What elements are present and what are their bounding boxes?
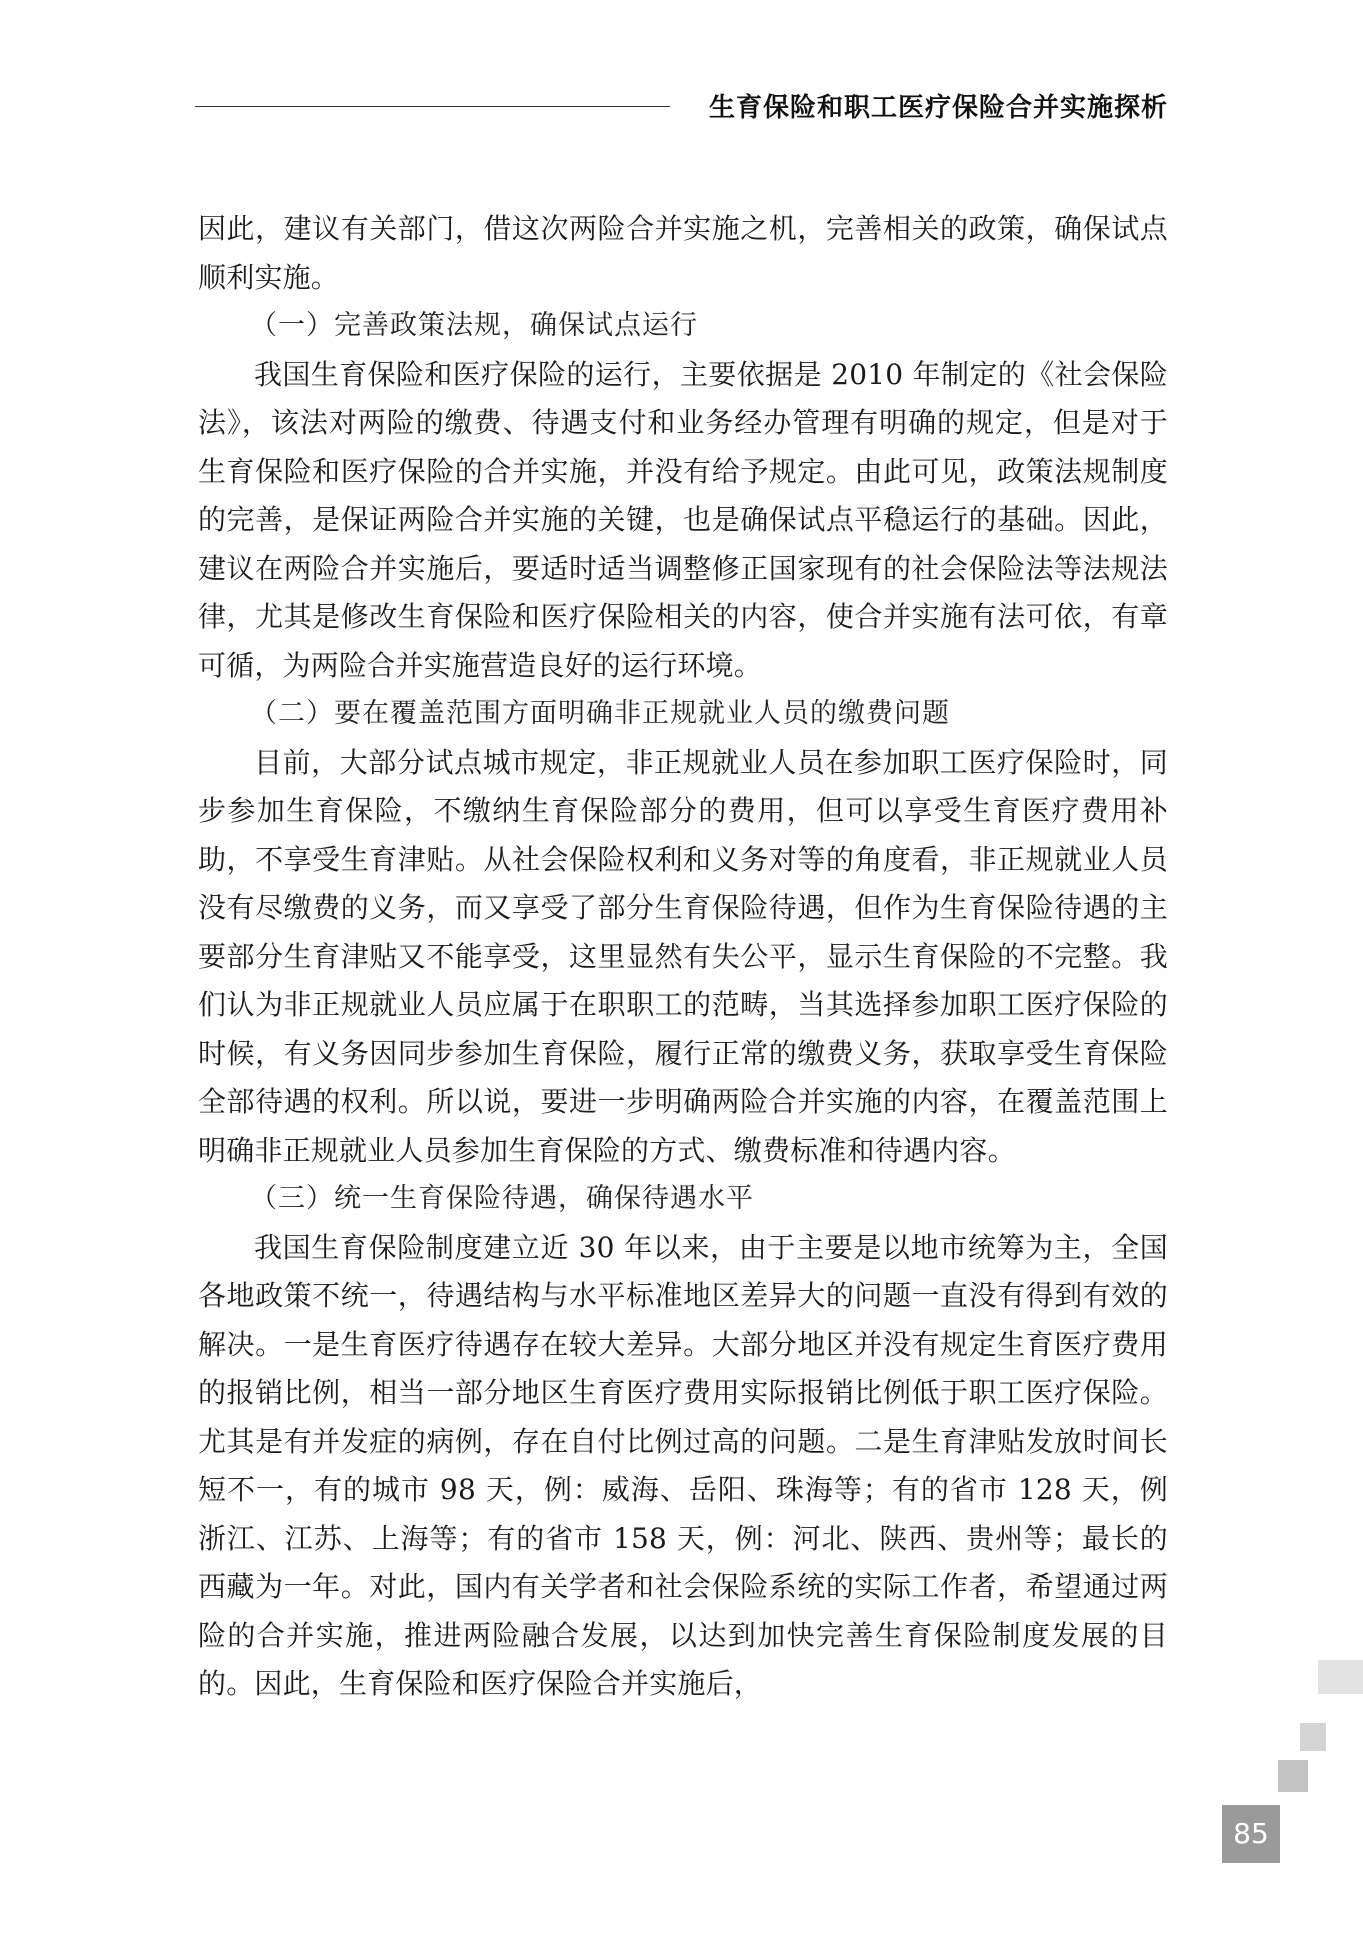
page-number: 85 <box>1222 1805 1280 1863</box>
running-title: 生育保险和职工医疗保险合并实施探析 <box>708 93 1168 123</box>
header-rule <box>195 106 670 107</box>
paragraph-1: 我国生育保险和医疗保险的运行，主要依据是 2010 年制定的《社会保险法》，该法对两险的缴费、待遇支付和业务经办管理有明确的规定，但是对于生育保险和医疗保险的合并实施，并没有给予规定。由此可见，政策法规制度的完善，是保证两险合并实施的关键，也是确保试点平稳运行的基础。因此，建议在两险合并实施后，要适时适当调整修正国家现有的社会保险法等法规法律，尤其是修改生育保险和医疗保险相关的内容，使合并实施有法可依，有章可循，为两险合并实施营造良好的运行环境。 <box>198 357 1168 682</box>
decorative-square <box>1300 1723 1326 1751</box>
section-heading-1: （一）完善政策法规，确保试点运行 <box>250 310 698 341</box>
paragraph-3: 我国生育保险制度建立近 30 年以来，由于主要是以地市统筹为主，全国各地政策不统一，待遇结构与水平标准地区差异大的问题一直没有得到有效的解决。一是生育医疗待遇存在较大差异。大部分地区并没有规定生育医疗费用的报销比例，相当一部分地区生育医疗费用实际报销比例低于职工医疗保险。尤其是有并发症的病例，存在自付比例过高的问题。二是生育津贴发放时间长短不一，有的城市 98 天，例：威海、岳阳、珠海等；有的省市 128 天，例浙江、江苏、上海等；有的省市 158 天，例：河北、陕西、贵州等；最长的西藏为一年。对此，国内有关学者和社会保险系统的实际工作者，希望通过两险的合并实施，推进两险融合发展，以达到加快完善生育保险制度发展的目的。因此，生育保险和医疗保险合并实施后， <box>198 1230 1168 1700</box>
paragraph-2: 目前，大部分试点城市规定，非正规就业人员在参加职工医疗保险时，同步参加生育保险，不缴纳生育保险部分的费用，但可以享受生育医疗费用补助，不享受生育津贴。从社会保险权利和义务对等的角度看，非正规就业人员没有尽缴费的义务，而又享受了部分生育保险待遇，但作为生育保险待遇的主要部分生育津贴又不能享受，这里显然有失公平，显示生育保险的不完整。我们认为非正规就业人员应属于在职职工的范畴，当其选择参加职工医疗保险的时候，有义务因同步参加生育保险，履行正常的缴费义务，获取享受生育保险全部待遇的权利。所以说，要进一步明确两险合并实施的内容，在覆盖范围上明确非正规就业人员参加生育保险的方式、缴费标准和待遇内容。 <box>198 745 1168 1167</box>
section-heading-3: （三）统一生育保险待遇，确保待遇水平 <box>250 1183 754 1214</box>
paragraph-intro: 因此，建议有关部门，借这次两险合并实施之机，完善相关的政策，确保试点顺利实施。 <box>198 212 1168 294</box>
section-heading-2: （二）要在覆盖范围方面明确非正规就业人员的缴费问题 <box>250 698 950 729</box>
article-body <box>198 205 1168 1709</box>
decorative-square <box>1278 1760 1308 1792</box>
decorative-square <box>1318 1660 1363 1694</box>
